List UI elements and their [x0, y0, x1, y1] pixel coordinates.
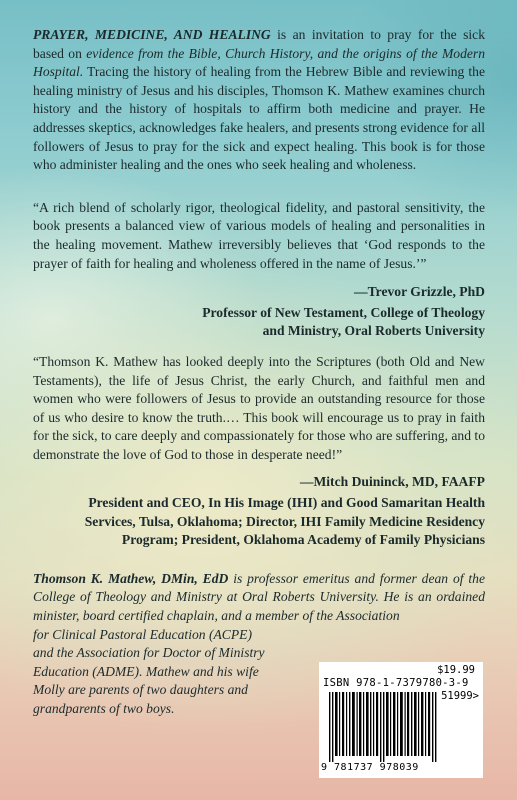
endorser-title-1a: Professor of New Testament, College of Theology: [202, 304, 485, 320]
endorser-title-1b: and Ministry, Oral Roberts University: [262, 323, 485, 339]
endorser-title-2c: Program; President, Oklahoma Academy of Family Physicians: [121, 532, 485, 548]
barcode-isbn: ISBN 978-1-7379780-3-9: [323, 677, 469, 689]
endorsement-quote-1: “A rich blend of scholarly rigor, theological fidelity, and pastoral sensitivity, the book presents a balanced view of various models of healing and personalities in the healing movement. Mathew irreversibly believes that ‘God responds to the prayer of faith for healing and wholeness offered in the name of Jesus.’”: [33, 199, 485, 271]
bio-text-4: Education (ADME). Mathew and his wife: [33, 663, 259, 679]
barcode-digits: 9 781737 978039: [321, 762, 419, 773]
endorsement-quote-2: “Thomson K. Mathew has looked deeply into the Scriptures (both Old and New Testaments), the life of Jesus Christ, the early Church, and faithful men and women who were followers of Jesus to provide an outstanding resource for those of us who desire to know the truth.… This book will encourage us to pray in faith for the sick, to care deeply and compassionately for those who are suffering, and to demonstrate the love of God to those in desperate need!”: [33, 353, 485, 462]
isbn-barcode: [319, 662, 483, 778]
endorser-name-1: —Trevor Grizzle, PhD: [354, 284, 485, 300]
author-bio: [33, 570, 485, 626]
bio-text-1: is professor emeritus and former dean of the College of Theology and Ministry at Oral Roberts University. He is an ordained minister, board certified chaplain, and a member of the Association: [33, 570, 485, 624]
endorser-title-2b: Services, Tulsa, Oklahoma; Director, IHI Family Medicine Residency: [84, 513, 485, 529]
back-cover-text: [33, 26, 485, 719]
barcode-addon: 51999>: [441, 690, 479, 702]
endorser-title-2a: President and CEO, In His Image (IHI) and Good Samaritan Health: [88, 495, 485, 511]
bio-text-5: Molly are parents of two daughters and: [33, 682, 248, 698]
bio-text-2: for Clinical Pastoral Education (ACPE): [33, 626, 252, 642]
bio-text-3: and the Association for Doctor of Ministry: [33, 645, 265, 661]
barcode-price: $19.99: [437, 664, 475, 676]
blurb-italic: evidence from the Bible, Church History, and the origins of the Modern Hospital.: [33, 45, 486, 80]
barcode-bars: [329, 692, 439, 762]
author-name: Thomson K. Mathew, DMin, EdD: [33, 570, 229, 586]
endorser-name-2: —Mitch Duininck, MD, FAAFP: [299, 474, 485, 490]
blurb-text-2: Tracing the history of healing from the Hebrew Bible and reviewing the healing ministry of Jesus and his disciples, Thomson K. Mathew examines church history and the history of hospitals to affirm both medicine and prayer. He addresses skeptics, acknowledges fake healers, and presents strong evidence for all followers of Jesus to pray for the sick and expect healing. This book is for those who administer healing and the ones who seek healing and wholeness.: [33, 64, 485, 173]
book-title: PRAYER, MEDICINE, AND HEALING: [33, 27, 271, 42]
bio-text-6: grandparents of two boys.: [33, 701, 175, 716]
blurb-text-1: is an invitation to pray for the sick based on: [33, 27, 485, 61]
book-blurb: [33, 26, 485, 175]
